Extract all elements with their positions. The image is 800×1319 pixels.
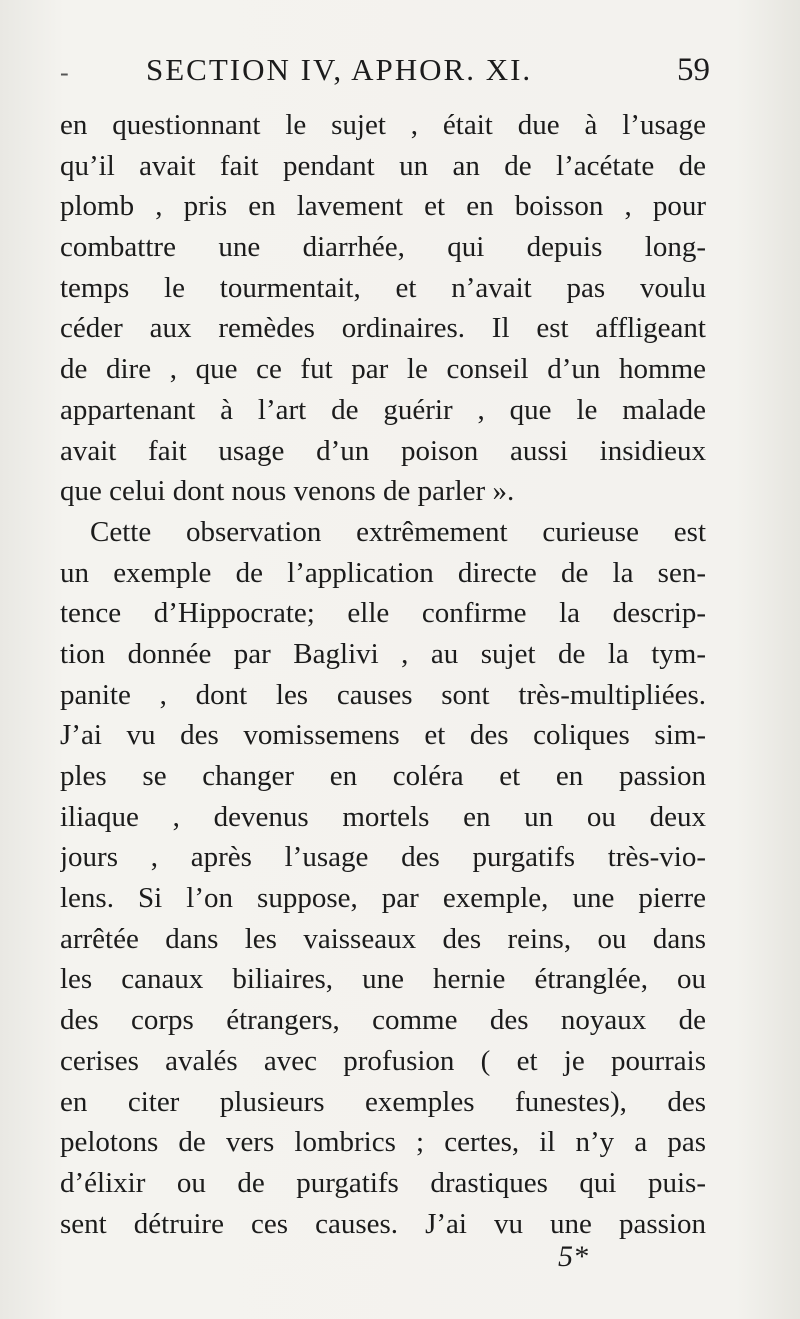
body-text — [60, 105, 706, 1244]
text-line: plomb , pris en lavement et en boisson , pour — [60, 190, 706, 223]
page-header — [60, 52, 710, 100]
text-line: en citer plusieurs exemples funestes), des — [60, 1085, 706, 1118]
text-line: tence d’Hippocrate; elle confirme la descrip- — [60, 597, 706, 630]
page-number: 59 — [677, 52, 710, 88]
header-dash: - — [60, 58, 69, 87]
text-line: d’élixir ou de purgatifs drastiques qui puis- — [60, 1166, 706, 1199]
text-line: de dire , que ce fut par le conseil d’un homme — [60, 353, 706, 386]
text-line: des corps étrangers, comme des noyaux de — [60, 1004, 706, 1037]
text-line: ples se changer en coléra et en passion — [60, 760, 706, 792]
text-line: appartenant à l’art de guérir , que le malade — [60, 393, 706, 426]
text-line: panite , dont les causes sont très-multipliées. — [60, 678, 706, 711]
text-line: iliaque , devenus mortels en un ou deux — [60, 800, 706, 833]
text-line: combattre une diarrhée, qui depuis long- — [60, 231, 706, 264]
text-line: lens. Si l’on suppose, par exemple, une pierre — [60, 882, 706, 915]
text-line: qu’il avait fait pendant un an de l’acétate de — [60, 149, 706, 182]
text-line: céder aux remèdes ordinaires. Il est affligeant — [60, 312, 706, 345]
text-line: un exemple de l’application directe de la sen- — [60, 556, 706, 589]
text-line: avait fait usage d’un poison aussi insidieux — [60, 434, 706, 467]
running-head: SECTION IV, APHOR. XI. — [146, 52, 533, 87]
text-line: temps le tourmentait, et n’avait pas voulu — [60, 271, 706, 304]
text-line: cerises avalés avec profusion ( et je pourrais — [60, 1044, 706, 1077]
text-line: que celui dont nous venons de parler ». — [60, 475, 515, 508]
signature-mark: 5* — [558, 1240, 588, 1273]
text-line: pelotons de vers lombrics ; certes, il n’y a pas — [60, 1126, 706, 1159]
text-line: sent détruire ces causes. J’ai vu une passion — [60, 1207, 706, 1240]
text-line: jours , après l’usage des purgatifs très-vio- — [60, 841, 706, 874]
text-line: tion donnée par Baglivi , au sujet de la tym- — [60, 637, 706, 670]
text-line: J’ai vu des vomissemens et des coliques sim- — [60, 719, 706, 752]
text-line: Cette observation extrêmement curieuse est — [90, 515, 706, 548]
text-line: les canaux biliaires, une hernie étranglée, ou — [60, 963, 706, 996]
text-line: arrêtée dans les vaisseaux des reins, ou dans — [60, 922, 706, 955]
text-line: en questionnant le sujet , était due à l’usage — [60, 109, 706, 141]
